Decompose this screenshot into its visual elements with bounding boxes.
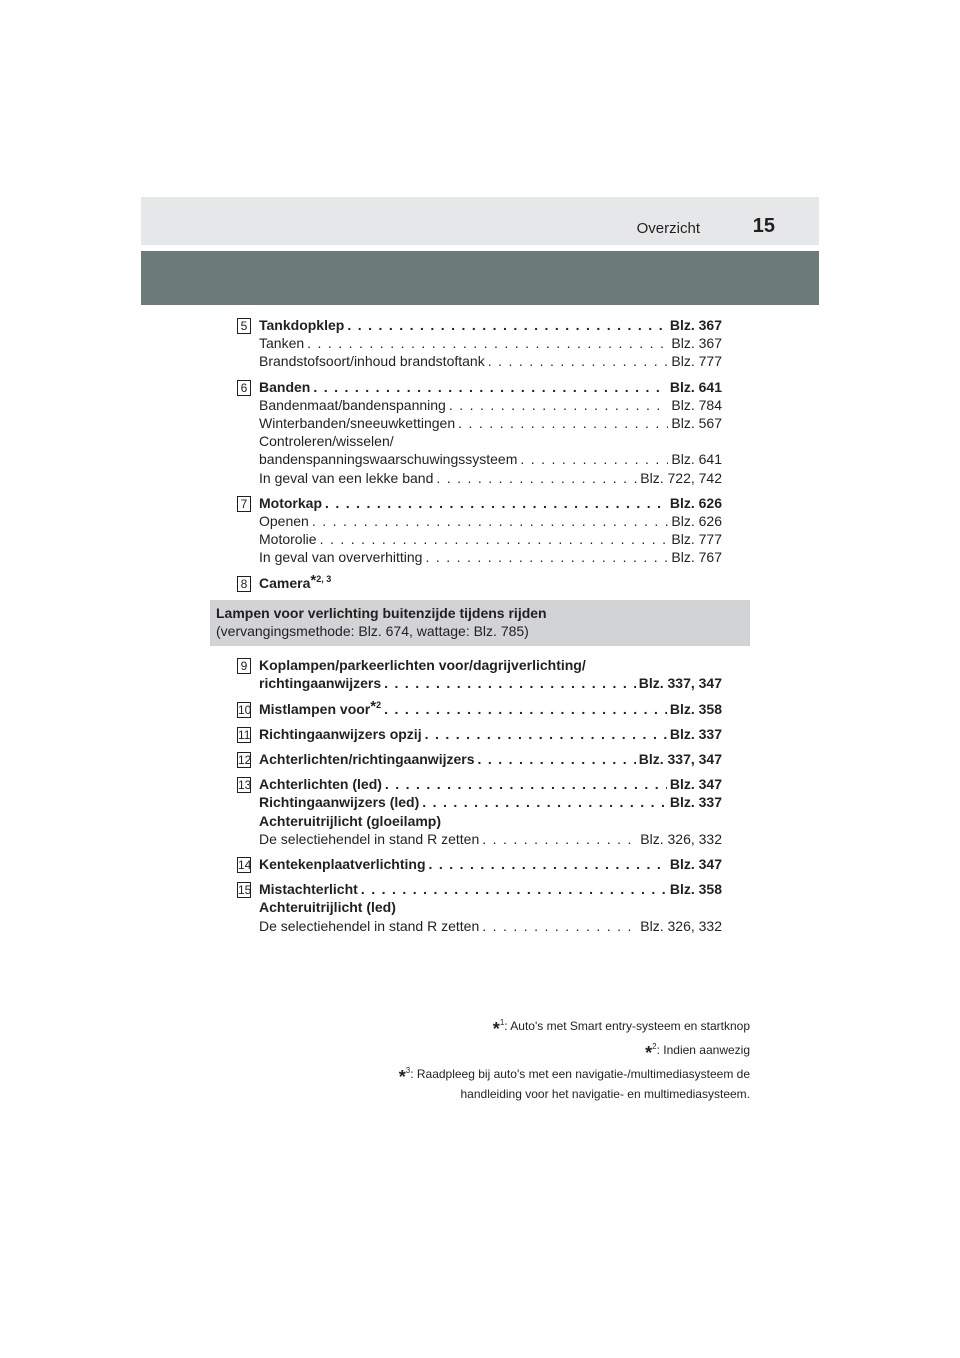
section-title: Overzicht <box>636 220 700 237</box>
footnote-ref-number: 2 <box>376 699 382 710</box>
index-label-text: Richtingaanwijzers opzij <box>259 725 422 742</box>
index-line <box>259 548 722 566</box>
index-label-text: Achteruitrijlicht (gloeilamp) <box>259 812 442 829</box>
callout-number: 14 <box>238 858 252 873</box>
index-entry <box>210 494 750 567</box>
footnotes <box>300 1018 750 1107</box>
index-label <box>259 450 517 468</box>
dot-leader <box>488 352 669 370</box>
index-entry <box>210 880 750 935</box>
index-label-text: Brandstofsoort/inhoud brandstoftank <box>259 353 485 370</box>
index-line <box>259 917 722 935</box>
index-entry <box>210 697 750 718</box>
index-label <box>259 571 332 592</box>
index-label <box>259 432 394 450</box>
index-line <box>259 378 722 396</box>
index-label-text: Tankdopklep <box>259 317 345 333</box>
page-reference: Blz. 567 <box>671 415 722 432</box>
page-reference: Blz. 347 <box>669 776 722 793</box>
index-line <box>259 396 722 414</box>
index-label-text: In geval van een lekke band <box>259 469 434 486</box>
index-label <box>259 548 422 566</box>
index-label-text: Richtingaanwijzers (led) <box>259 794 420 811</box>
index-line <box>259 855 722 873</box>
index-label <box>259 725 422 743</box>
footnote-ref: *2, 3 <box>310 571 332 589</box>
index-entry <box>210 775 750 848</box>
dot-leader <box>449 396 669 414</box>
index-line <box>259 793 722 811</box>
footnote-line: *$^1$: Auto's met Smart entry-systeem en startknop <box>492 1018 750 1039</box>
index-line <box>259 830 722 848</box>
index-entry <box>210 571 750 592</box>
index-label-text: Achteruitrijlicht (led) <box>259 899 396 916</box>
index-line <box>259 450 722 468</box>
callout-number: 6 <box>237 380 251 396</box>
footnote-text: Auto's met Smart entry-systeem en startknop <box>510 1019 750 1033</box>
dot-leader <box>422 793 667 811</box>
index-line <box>259 775 722 793</box>
page-reference: Blz. 777 <box>671 353 722 370</box>
footnote-line <box>300 1086 750 1103</box>
index-line <box>259 469 722 487</box>
index-label-text: Banden <box>259 378 311 395</box>
dot-leader <box>482 830 637 848</box>
header-bar <box>141 197 819 245</box>
callout-number: 11 <box>238 727 251 742</box>
page-reference: Blz. 777 <box>671 531 722 548</box>
index-line <box>259 512 722 530</box>
index-label <box>259 697 382 718</box>
index-line <box>259 316 722 334</box>
index-line <box>259 898 722 916</box>
index-line <box>259 674 722 692</box>
index-label <box>259 674 381 692</box>
dot-leader <box>425 725 667 743</box>
index-line <box>259 697 722 718</box>
index-line <box>259 812 722 830</box>
page-number: 15 <box>752 215 775 237</box>
page-reference: Blz. 337 <box>669 725 722 742</box>
callout-number: 12 <box>238 753 252 768</box>
index-line <box>259 334 722 352</box>
index-label-text: Mistlampen voor <box>259 700 371 717</box>
index-label-text: Bandenmaat/bandenspanning <box>259 396 446 413</box>
index-label-text: In geval van oververhitting <box>259 549 423 566</box>
index-label <box>259 512 309 530</box>
dot-leader <box>347 316 667 334</box>
dot-leader <box>320 530 669 548</box>
dot-leader <box>425 548 668 566</box>
dot-leader <box>385 775 667 793</box>
page-reference: Blz. 337, 347 <box>638 675 722 692</box>
index-label-text: Mistachterlicht <box>259 881 358 898</box>
dot-leader <box>458 414 668 432</box>
footnote-mark: 3 <box>405 1066 411 1075</box>
page-reference: Blz. 626 <box>669 494 722 511</box>
footnote-mark: 2 <box>652 1042 657 1051</box>
index-label-text: Camera <box>259 574 311 591</box>
footnote-line: *$^2$: Indien aanwezig <box>645 1042 750 1063</box>
footnote-line: *$^3$: Raadpleeg bij auto's met een navigatie-/multimediasysteem de <box>398 1066 750 1087</box>
index-line <box>259 494 722 512</box>
page-reference: Blz. 641 <box>671 451 722 468</box>
index-label-text: Motorkap <box>259 494 322 511</box>
callout-number: 5 <box>237 318 251 334</box>
page-reference: Blz. 367 <box>671 335 722 352</box>
index-entry <box>210 378 750 487</box>
header-banner <box>141 251 819 305</box>
index-label-text: Achterlichten (led) <box>259 776 382 793</box>
callout-number: 13 <box>238 778 252 793</box>
dot-leader <box>312 512 669 530</box>
dot-leader <box>313 378 667 396</box>
index-label <box>259 750 475 768</box>
index-line <box>259 725 722 743</box>
index-label <box>259 414 455 432</box>
index-line <box>259 656 722 674</box>
index-label-text: Openen <box>259 513 309 530</box>
page-reference: Blz. 358 <box>669 700 722 717</box>
page-reference: Blz. 326, 332 <box>640 917 722 934</box>
page-reference: Blz. 367 <box>669 317 722 333</box>
index-label-text: De selectiehendel in stand R zetten <box>259 917 480 934</box>
page-reference: Blz. 358 <box>669 881 722 898</box>
footnote-text: Indien aanwezig <box>663 1043 750 1057</box>
index-label-text: bandenspanningswaarschuwingssysteem <box>259 451 518 468</box>
index-label <box>259 880 358 898</box>
dot-leader <box>482 917 637 935</box>
page-reference: Blz. 767 <box>671 549 722 566</box>
index-label-text: Controleren/wisselen/ <box>259 433 394 450</box>
index-line <box>259 432 722 450</box>
index-label <box>259 352 485 370</box>
index-label <box>259 898 396 916</box>
footnote-text: handleiding voor het navigatie- en multimediasysteem. <box>460 1087 750 1101</box>
index-line <box>259 530 722 548</box>
footnote-ref-number: 2, 3 <box>316 573 332 584</box>
entry-list-top <box>210 316 750 592</box>
index-label <box>259 530 317 548</box>
index-label <box>259 793 419 811</box>
index-label <box>259 494 322 512</box>
index-label-text: De selectiehendel in stand R zetten <box>259 830 480 847</box>
index-entry <box>210 316 750 371</box>
callout-number: 10 <box>238 702 252 717</box>
index-label-text: Kentekenplaatverlichting <box>259 856 426 873</box>
index-label <box>259 378 310 396</box>
footnote <box>300 1042 750 1062</box>
page-reference: Blz. 326, 332 <box>640 830 722 847</box>
index-label-text: Motorolie <box>259 531 317 548</box>
index-line <box>259 352 722 370</box>
dot-leader <box>384 674 636 692</box>
index-label <box>259 917 479 935</box>
index-label-text: Koplampen/parkeerlichten voor/dagrijverlichting/ <box>259 657 586 674</box>
entry-list-bottom <box>210 656 750 935</box>
lamp-section-title: Lampen voor verlichting buitenzijde tijdens rijden <box>216 604 547 621</box>
index-label-text: Tanken <box>259 335 305 352</box>
index-line <box>259 880 722 898</box>
lamp-section-subtitle: (vervangingsmethode: Blz. 674, wattage: Blz. 785) <box>216 623 529 640</box>
callout-number: 9 <box>237 658 251 674</box>
callout-number: 15 <box>238 883 252 898</box>
dot-leader <box>361 880 667 898</box>
page-reference: Blz. 626 <box>671 513 722 530</box>
page-reference: Blz. 347 <box>669 856 722 873</box>
index-label-text: richtingaanwijzers <box>259 675 382 692</box>
index-line <box>259 414 722 432</box>
page-reference: Blz. 337, 347 <box>638 751 722 768</box>
index-label <box>259 775 382 793</box>
dot-leader <box>384 700 667 718</box>
index-label <box>259 316 344 334</box>
lamp-section-box <box>210 600 750 646</box>
index-content <box>210 316 750 942</box>
dot-leader <box>429 855 667 873</box>
index-entry <box>210 656 750 692</box>
index-label-text: Achterlichten/richtingaanwijzers <box>259 751 475 768</box>
dot-leader <box>307 334 668 352</box>
callout-number: 8 <box>237 576 251 592</box>
callout-number: 7 <box>237 496 251 512</box>
index-label <box>259 830 479 848</box>
dot-leader <box>478 750 636 768</box>
index-line <box>259 571 722 592</box>
index-label <box>259 812 441 830</box>
page-reference: Blz. 722, 742 <box>640 469 722 486</box>
footnote <box>300 1066 750 1103</box>
index-entry <box>210 750 750 768</box>
footnote-text: Raadpleeg bij auto's met een navigatie-/multimediasysteem de <box>416 1067 750 1081</box>
footnote-ref: *2 <box>370 697 382 715</box>
index-line <box>259 750 722 768</box>
dot-leader <box>436 469 637 487</box>
footnote <box>300 1018 750 1038</box>
index-label <box>259 396 446 414</box>
index-label <box>259 334 304 352</box>
index-label <box>259 656 586 674</box>
footnote-mark: 1 <box>499 1018 505 1027</box>
page-reference: Blz. 641 <box>669 378 722 395</box>
index-label <box>259 469 433 487</box>
index-entry <box>210 725 750 743</box>
index-label <box>259 855 426 873</box>
dot-leader <box>325 494 667 512</box>
dot-leader <box>520 450 668 468</box>
page-reference: Blz. 337 <box>669 794 722 811</box>
index-label-text: Winterbanden/sneeuwkettingen <box>259 415 456 432</box>
index-entry <box>210 855 750 873</box>
page-reference: Blz. 784 <box>671 396 722 413</box>
